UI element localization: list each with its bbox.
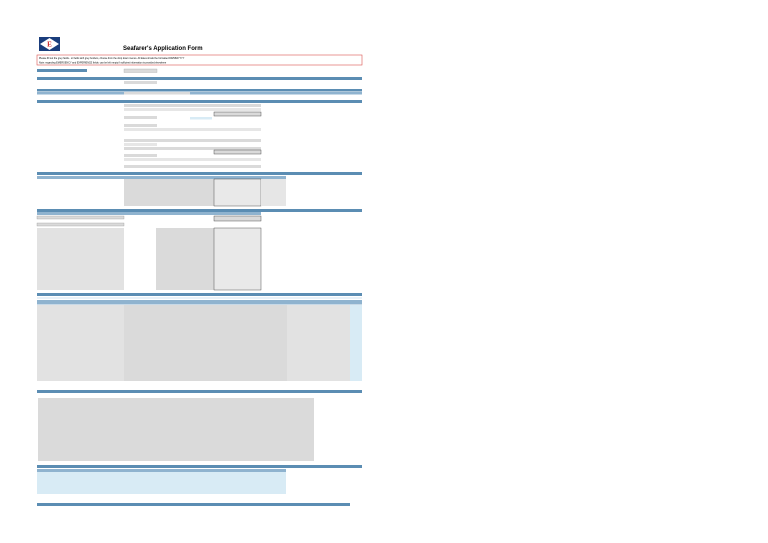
- sea-service-table: [37, 305, 362, 381]
- section-header: [37, 293, 362, 296]
- section-header: [37, 89, 362, 92]
- company-logo-icon: [39, 37, 60, 51]
- references-cells[interactable]: [37, 472, 286, 494]
- birth-date-field[interactable]: [124, 116, 157, 119]
- section-header: [37, 465, 362, 468]
- surname-field[interactable]: [124, 104, 261, 107]
- form-title: Seafarer's Application Form: [123, 46, 203, 52]
- address-field[interactable]: [124, 139, 261, 142]
- documents-expiry-cells[interactable]: [214, 179, 261, 206]
- certificate-field[interactable]: [37, 216, 124, 219]
- courses-table: [37, 228, 261, 290]
- city-field[interactable]: [124, 147, 261, 150]
- references-header-row: [37, 469, 286, 472]
- availability-field[interactable]: [124, 81, 157, 84]
- section-header: [37, 172, 362, 175]
- phone-field[interactable]: [124, 154, 157, 157]
- course-expiry-cells[interactable]: [214, 228, 261, 290]
- vessel-field[interactable]: [157, 92, 190, 95]
- section-header: [37, 390, 362, 393]
- personal-details-block: [124, 104, 261, 168]
- rank-field[interactable]: [124, 92, 157, 95]
- section-header: [37, 77, 362, 80]
- footer-band: [37, 503, 350, 506]
- email-field[interactable]: [124, 158, 261, 161]
- documents-cells[interactable]: [124, 179, 214, 206]
- first-name-field[interactable]: [124, 108, 261, 111]
- photo-box[interactable]: [214, 112, 261, 116]
- age-field[interactable]: [190, 117, 212, 120]
- documents-remarks-cells[interactable]: [261, 179, 286, 206]
- vessel-name-cells[interactable]: [37, 305, 124, 381]
- certificate-expiry-box[interactable]: [214, 216, 261, 221]
- documents-table: [124, 179, 286, 206]
- vessel-detail-cells[interactable]: [124, 305, 287, 381]
- section-header: [37, 100, 362, 103]
- duration-cells[interactable]: [350, 305, 362, 381]
- course-name-cells[interactable]: [37, 228, 124, 290]
- period-cells[interactable]: [287, 305, 350, 381]
- table-header-row: [37, 176, 286, 179]
- sea-service-header-row: [37, 300, 362, 305]
- nationality-field[interactable]: [124, 124, 157, 127]
- comments-area[interactable]: [38, 398, 314, 461]
- logo-letter: E: [47, 40, 52, 49]
- notice-line-1: Please fill out the grey fields - or fields with grey borders, choose from the drop down menus. All dates should be formatted DD/MM/YYYY: [39, 57, 185, 60]
- place-of-birth-field[interactable]: [124, 128, 261, 131]
- course-date-cells[interactable]: [156, 228, 214, 290]
- position-field[interactable]: [124, 69, 157, 73]
- notice-line-2: Note: regarding EMERGENCY and EXPERIENCE fields: can be left empty if sufficient information is provided elsewhere: [39, 61, 167, 65]
- airport-field[interactable]: [124, 165, 261, 168]
- zip-field[interactable]: [124, 143, 157, 146]
- endorsement-field[interactable]: [37, 223, 124, 226]
- country-box[interactable]: [214, 150, 261, 154]
- section-header: [37, 209, 362, 212]
